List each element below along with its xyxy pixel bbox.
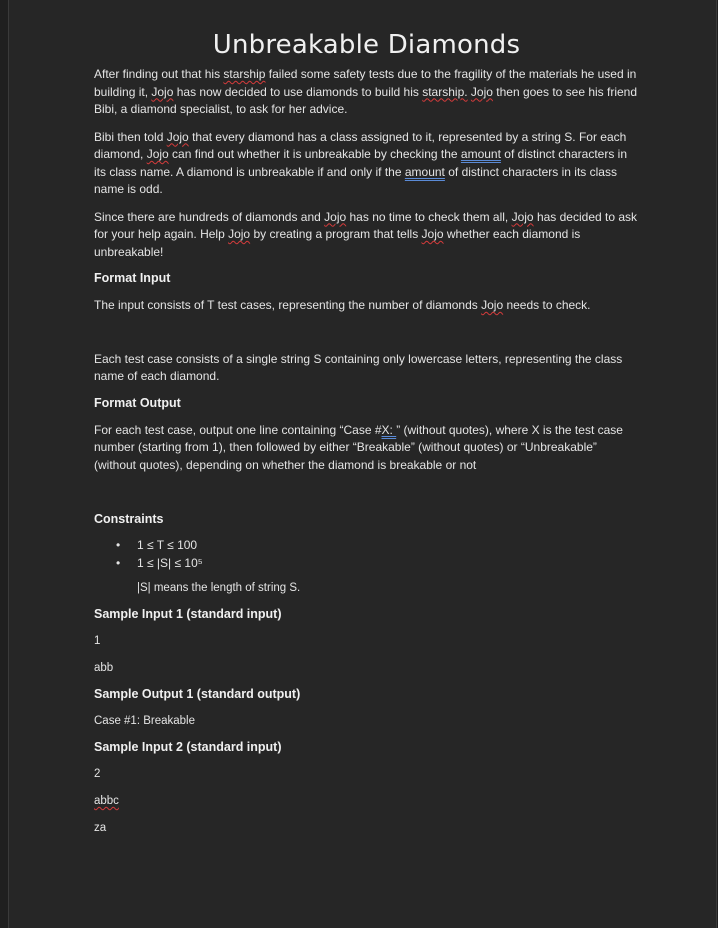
spellcheck-word: abbc [94,795,119,807]
grammar-word: amount [460,147,501,161]
constraint-item [94,536,639,554]
text-run: that every diamond has a class assigned to it, represented by a string S. For each diamond, [94,129,627,161]
spellcheck-word: Jojo [228,227,251,241]
spellcheck-word: Jojo [481,298,504,312]
sample-input-1-line: 1 [94,635,101,647]
page-title: Unbreakable Diamonds [212,30,521,60]
intro-paragraph-2 [94,129,639,199]
document-page [8,0,717,928]
text-run: After finding out that his [94,67,224,81]
text-run: For each test case, output one line containing “Case # [94,422,382,437]
intro-paragraph-3 [94,209,639,262]
spellcheck-word: Jojo [470,84,493,99]
text-run: has decided to ask for your help again. Help [94,209,638,241]
constraint-text: 1 ≤ T ≤ 100 [137,538,198,552]
spellcheck-word: Jojo [146,147,169,161]
text-run: has now decided to use diamonds to build his [173,84,423,99]
sample-input-2-line: za [94,822,107,834]
sample-input-1-line: abb [94,662,114,674]
constraint-item [94,554,639,572]
text-run: whether each diamond is unbreakable! [94,227,581,259]
constraint-text: 1 ≤ |S| ≤ 10⁵ [137,556,203,570]
spellcheck-word: starship. [422,84,468,99]
spellcheck-word: Jojo [166,129,189,144]
format-input-paragraph-2: Each test case consists of a single string S containing only lowercase letters, representing the class name of each diamond. [94,351,623,383]
constraint-note: |S| means the length of string S. [137,582,301,594]
spellcheck-word: Jojo [151,84,174,99]
sample-input-2-line: 2 [94,768,101,780]
spellcheck-word: Jojo [511,209,534,224]
grammar-word: amount [404,164,445,179]
text-run: by creating a program that tells [250,227,422,241]
sample-output-1-heading: Sample Output 1 (standard output) [94,687,301,701]
sample-input-2-line [94,793,639,810]
text-run: Since there are hundreds of diamonds and [94,209,325,224]
text-run: can find out whether it is unbreakable by checking the [168,147,461,161]
text-run: of distinct characters in its class name. A diamond is unbreakable if and only if the [94,147,627,179]
text-run: The input consists of T test cases, representing the number of diamonds [94,298,482,312]
grammar-word: X: [381,422,397,437]
bullet-icon: • [116,538,121,552]
text-run: Bibi then told [94,129,167,144]
sample-input-1-heading: Sample Input 1 (standard input) [94,607,282,621]
document-content [94,30,639,847]
format-output-paragraph [94,422,639,475]
format-input-heading: Format Input [94,271,171,285]
spellcheck-word: starship [223,67,266,81]
text-run: failed some safety tests due to the fragility of the materials he used in building it, [94,67,637,99]
intro-paragraph-1 [94,66,639,119]
format-input-paragraph-1 [94,297,639,315]
sample-input-2-heading: Sample Input 2 (standard input) [94,740,282,754]
spellcheck-word: Jojo [324,209,347,224]
constraints-heading: Constraints [94,512,164,526]
sample-output-1-line: Case #1: Breakable [94,715,196,727]
text-run: of distinct characters in its class name is odd. [94,164,617,196]
text-run: then goes to see his friend Bibi, a diamond specialist, to ask for her advice. [94,84,638,116]
text-run: has no time to check them all, [346,209,512,224]
bullet-icon: • [116,556,121,570]
text-run: ” (without quotes), where X is the test case number (starting from 1), then followed by either “Breakable” (without quotes) or “Unbreakable” (without quotes), depending on whether the diamond is breakable or not [94,422,623,472]
text-run: needs to check. [503,298,591,312]
constraints-list [94,536,639,572]
format-output-heading: Format Output [94,395,181,410]
spellcheck-word: Jojo [421,227,444,241]
